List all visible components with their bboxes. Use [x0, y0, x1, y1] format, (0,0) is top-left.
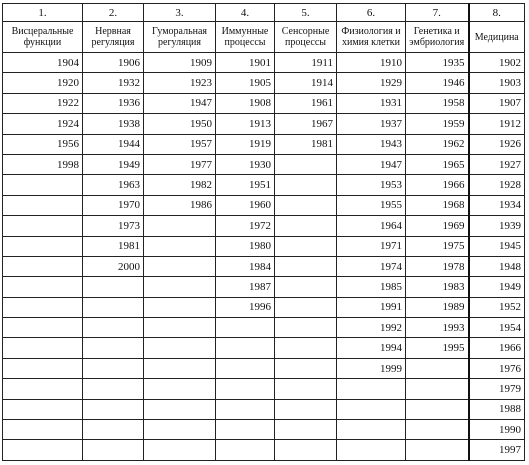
table-cell: 1974	[337, 256, 406, 276]
table-row	[3, 358, 525, 378]
table-cell	[275, 440, 337, 460]
table-cell: 1945	[469, 236, 525, 256]
table-cell: 1982	[144, 175, 216, 195]
column-number: 5.	[275, 4, 337, 22]
table-cell: 1975	[406, 236, 469, 256]
table-cell	[3, 297, 83, 317]
table-row	[3, 134, 525, 154]
table-cell: 1957	[144, 134, 216, 154]
table-cell: 1947	[337, 154, 406, 174]
table-cell: 1951	[216, 175, 275, 195]
table-cell	[3, 420, 83, 440]
column-number: 4.	[216, 4, 275, 22]
column-header	[83, 22, 144, 53]
table-cell: 1913	[216, 114, 275, 134]
table-cell	[275, 236, 337, 256]
table-cell	[83, 440, 144, 460]
table-cell	[83, 379, 144, 399]
table-row	[3, 216, 525, 236]
table-cell	[3, 318, 83, 338]
column-header	[144, 22, 216, 53]
table-cell	[275, 399, 337, 419]
table-cell: 1994	[337, 338, 406, 358]
table-cell: 1968	[406, 195, 469, 215]
table-cell: 1910	[337, 53, 406, 73]
table-cell: 1932	[83, 73, 144, 93]
table-cell	[275, 175, 337, 195]
table-cell: 1969	[406, 216, 469, 236]
table-cell: 1956	[3, 134, 83, 154]
table-cell: 1943	[337, 134, 406, 154]
table-cell: 1973	[83, 216, 144, 236]
table-row	[3, 93, 525, 113]
column-header	[469, 22, 525, 53]
table-cell: 1902	[469, 53, 525, 73]
column-number: 1.	[3, 4, 83, 22]
table-cell: 1926	[469, 134, 525, 154]
table-row	[3, 318, 525, 338]
table-cell: 1946	[406, 73, 469, 93]
table-cell: 1905	[216, 73, 275, 93]
table-cell	[275, 318, 337, 338]
table-cell	[216, 358, 275, 378]
table-cell	[406, 440, 469, 460]
column-header-line: Висцеральные	[11, 26, 74, 37]
table-cell: 1952	[469, 297, 525, 317]
column-header	[337, 22, 406, 53]
table-cell	[144, 216, 216, 236]
table-row	[3, 236, 525, 256]
table-cell: 1995	[406, 338, 469, 358]
table-cell: 1958	[406, 93, 469, 113]
table-cell: 1939	[469, 216, 525, 236]
table-cell: 1948	[469, 256, 525, 276]
table-cell	[275, 379, 337, 399]
table-row	[3, 379, 525, 399]
table-cell: 1987	[216, 277, 275, 297]
table-cell: 1964	[337, 216, 406, 236]
table-cell	[3, 175, 83, 195]
table-cell: 1962	[406, 134, 469, 154]
column-number: 7.	[406, 4, 469, 22]
table-cell	[275, 277, 337, 297]
table-cell: 1978	[406, 256, 469, 276]
table-cell: 1981	[275, 134, 337, 154]
table-cell: 1937	[337, 114, 406, 134]
table-cell	[144, 256, 216, 276]
column-number: 2.	[83, 4, 144, 22]
table-cell: 1935	[406, 53, 469, 73]
table-cell: 1984	[216, 256, 275, 276]
table-cell	[337, 399, 406, 419]
table-cell	[144, 420, 216, 440]
column-header	[275, 22, 337, 53]
table-cell	[3, 399, 83, 419]
column-header	[216, 22, 275, 53]
table-cell: 1920	[3, 73, 83, 93]
table-cell: 1928	[469, 175, 525, 195]
table-cell	[144, 297, 216, 317]
table-cell: 1967	[275, 114, 337, 134]
table-row	[3, 154, 525, 174]
table-cell	[3, 195, 83, 215]
table-cell	[3, 338, 83, 358]
table-cell: 1909	[144, 53, 216, 73]
table-cell	[144, 236, 216, 256]
table-cell	[216, 440, 275, 460]
column-header-line: Нервная	[95, 26, 131, 37]
table-cell: 1927	[469, 154, 525, 174]
nobel-years-table	[2, 3, 525, 461]
column-header-line: процессы	[285, 37, 326, 48]
table-cell	[275, 216, 337, 236]
table-cell: 1996	[216, 297, 275, 317]
table-cell: 1966	[406, 175, 469, 195]
table-cell: 1981	[83, 236, 144, 256]
table-cell	[144, 338, 216, 358]
table-cell: 1963	[83, 175, 144, 195]
column-header	[3, 22, 83, 53]
table-cell: 1938	[83, 114, 144, 134]
table-cell	[337, 440, 406, 460]
table-cell: 1904	[3, 53, 83, 73]
table-cell: 1985	[337, 277, 406, 297]
table-cell	[83, 338, 144, 358]
table-cell: 1953	[337, 175, 406, 195]
column-header-line: Медицина	[474, 31, 519, 43]
table-row	[3, 256, 525, 276]
table-cell	[3, 379, 83, 399]
column-header-line: функции	[23, 37, 62, 48]
table-row	[3, 114, 525, 134]
table-cell	[275, 420, 337, 440]
table-cell: 1971	[337, 236, 406, 256]
table-cell: 1989	[406, 297, 469, 317]
column-header-line: процессы	[224, 37, 266, 48]
table-cell	[3, 236, 83, 256]
column-header	[406, 22, 469, 53]
table-cell	[144, 277, 216, 297]
column-header-line: Генетика и	[413, 26, 460, 37]
table-cell	[83, 297, 144, 317]
table-cell: 1911	[275, 53, 337, 73]
table-cell	[216, 420, 275, 440]
column-number: 6.	[337, 4, 406, 22]
table-cell	[3, 256, 83, 276]
table-cell: 1906	[83, 53, 144, 73]
table-cell: 1991	[337, 297, 406, 317]
table-cell: 1980	[216, 236, 275, 256]
column-header-line: регуляция	[91, 37, 135, 48]
table-cell: 1961	[275, 93, 337, 113]
table-cell	[275, 358, 337, 378]
table-cell: 1903	[469, 73, 525, 93]
column-number-row	[3, 4, 525, 22]
table-cell: 1998	[3, 154, 83, 174]
table-cell: 1924	[3, 114, 83, 134]
table-cell: 1936	[83, 93, 144, 113]
table-cell: 1990	[469, 420, 525, 440]
table-cell: 1966	[469, 338, 525, 358]
table-cell	[216, 318, 275, 338]
table-cell: 1908	[216, 93, 275, 113]
table-cell: 1970	[83, 195, 144, 215]
table-cell: 1977	[144, 154, 216, 174]
table-row	[3, 73, 525, 93]
table-cell	[275, 154, 337, 174]
column-header-line: эмбриология	[409, 37, 465, 48]
table-cell	[3, 440, 83, 460]
table-cell: 1979	[469, 379, 525, 399]
table-cell: 1999	[337, 358, 406, 378]
table-row	[3, 440, 525, 460]
table-cell: 1929	[337, 73, 406, 93]
column-header-row	[3, 22, 525, 53]
table-cell	[406, 379, 469, 399]
table-cell: 1944	[83, 134, 144, 154]
table-cell: 1950	[144, 114, 216, 134]
table-cell: 1992	[337, 318, 406, 338]
column-number: 8.	[469, 4, 525, 22]
table-cell: 1923	[144, 73, 216, 93]
column-number: 3.	[144, 4, 216, 22]
table-cell: 1901	[216, 53, 275, 73]
table-cell	[144, 399, 216, 419]
table-cell	[275, 195, 337, 215]
column-header-line: Сенсорные	[281, 26, 330, 37]
table-cell	[216, 379, 275, 399]
table-cell	[406, 399, 469, 419]
table-cell: 1983	[406, 277, 469, 297]
column-header-line: регуляция	[158, 37, 201, 48]
table-cell	[83, 277, 144, 297]
column-header-line: Физиология и	[341, 26, 401, 37]
table-cell	[406, 420, 469, 440]
table-cell	[216, 399, 275, 419]
table-cell: 1993	[406, 318, 469, 338]
table-cell	[144, 318, 216, 338]
table-cell: 1919	[216, 134, 275, 154]
table-cell	[3, 277, 83, 297]
table-row	[3, 420, 525, 440]
table-cell	[144, 379, 216, 399]
table-cell	[216, 338, 275, 358]
table-cell	[83, 318, 144, 338]
column-header-line: Гуморальная	[151, 26, 208, 37]
table-cell	[144, 440, 216, 460]
table-cell	[337, 420, 406, 440]
table-cell	[83, 399, 144, 419]
table-cell: 1949	[469, 277, 525, 297]
table-body	[3, 53, 525, 461]
column-header-line: Иммунные	[221, 26, 269, 37]
table-cell: 1976	[469, 358, 525, 378]
table-row	[3, 175, 525, 195]
table-cell	[275, 338, 337, 358]
table-cell: 1922	[3, 93, 83, 113]
table-cell	[3, 216, 83, 236]
table-cell: 1954	[469, 318, 525, 338]
table-row	[3, 277, 525, 297]
table-cell: 1934	[469, 195, 525, 215]
table-cell: 1907	[469, 93, 525, 113]
table-cell	[83, 358, 144, 378]
table-cell: 1986	[144, 195, 216, 215]
table-cell	[3, 358, 83, 378]
table-cell: 1930	[216, 154, 275, 174]
table-row	[3, 338, 525, 358]
table-cell: 1960	[216, 195, 275, 215]
table-cell: 1914	[275, 73, 337, 93]
table-cell: 1988	[469, 399, 525, 419]
column-header-line: химия клетки	[342, 37, 400, 48]
table-cell: 1972	[216, 216, 275, 236]
table-cell	[144, 358, 216, 378]
table-cell: 1931	[337, 93, 406, 113]
table-cell	[337, 379, 406, 399]
table-row	[3, 297, 525, 317]
table-cell: 1959	[406, 114, 469, 134]
table-cell	[406, 358, 469, 378]
table-cell: 1955	[337, 195, 406, 215]
table-cell: 1949	[83, 154, 144, 174]
table-cell: 1912	[469, 114, 525, 134]
table-cell: 1947	[144, 93, 216, 113]
table-row	[3, 53, 525, 73]
table-row	[3, 195, 525, 215]
table-cell	[83, 420, 144, 440]
table-cell: 2000	[83, 256, 144, 276]
table-cell: 1997	[469, 440, 525, 460]
table-cell: 1965	[406, 154, 469, 174]
table-cell	[275, 297, 337, 317]
table-row	[3, 399, 525, 419]
nobel-years-table-container	[2, 3, 525, 461]
table-cell	[275, 256, 337, 276]
